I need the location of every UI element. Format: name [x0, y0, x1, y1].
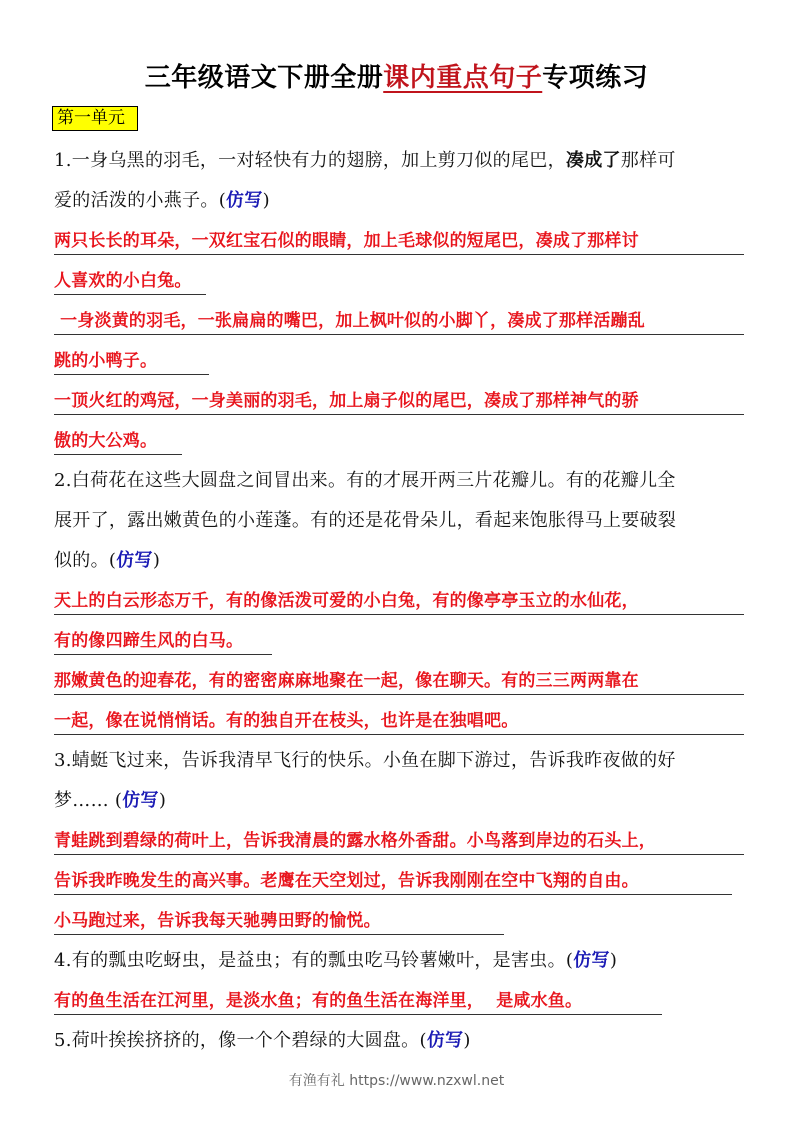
question-line: [54, 461, 744, 501]
question-text: 似的。: [54, 550, 109, 571]
underline: [54, 614, 744, 616]
underline: [54, 654, 272, 656]
footer-watermark: 有渔有礼 https://www.nzxwl.net: [288, 1073, 505, 1089]
tag-close: ): [609, 950, 618, 971]
question-text: 蜻蜓飞过来，告诉我清早飞行的快乐。小鱼在脚下游过，告诉我昨夜做的好: [71, 750, 676, 771]
answer-line: [54, 661, 744, 701]
answer-text: 傲的大公鸡。: [54, 431, 158, 451]
answer-text: 有的像四蹄生风的白马。: [54, 631, 244, 651]
answer-text: 那嫩黄色的迎春花，有的密密麻麻地聚在一起，像在聊天。有的三三两两靠在: [54, 671, 639, 691]
question-text: 那样可: [620, 150, 676, 171]
answer-text: 跳的小鸭子。: [54, 351, 158, 371]
question-line: [54, 541, 744, 581]
answer-text: 小马跑过来，告诉我每天驰骋田野的愉悦。: [54, 911, 381, 931]
answer-line: [54, 381, 744, 421]
question-5: [54, 1021, 744, 1061]
question-line: [54, 941, 744, 981]
question-number: 5.: [54, 1030, 72, 1051]
answer-text: 人喜欢的小白兔。: [54, 271, 192, 291]
underline: [54, 334, 744, 336]
answer-line: [54, 701, 744, 741]
unit-label: 第一单元: [52, 106, 138, 131]
question-text: 爱的活泼的小燕子。: [54, 190, 219, 211]
answer-line: [54, 261, 744, 301]
question-line: [54, 181, 744, 221]
underline: [54, 694, 744, 696]
question-line: [54, 1021, 744, 1061]
underline: [54, 414, 744, 416]
answer-line: [54, 301, 744, 341]
answer-text: 两只长长的耳朵，一双红宝石似的眼睛，加上毛球似的短尾巴，凑成了那样讨: [54, 231, 639, 251]
question-text: 一身乌黑的羽毛，一对轻快有力的翅膀，加上剪刀似的尾巴，: [71, 150, 566, 171]
tag-open: (: [218, 190, 227, 211]
tag-open: (: [565, 950, 574, 971]
question-1: [54, 141, 744, 461]
imitation-tag: 仿写: [226, 190, 263, 211]
answer-line: [54, 981, 744, 1021]
question-text: 白荷花在这些大圆盘之间冒出来。有的才展开两三片花瓣儿。有的花瓣儿全: [71, 470, 676, 491]
question-4: [54, 941, 744, 1021]
underline: [54, 254, 744, 256]
emphasis-text: 凑成了: [565, 150, 621, 171]
question-number: 2.: [54, 470, 72, 491]
answer-line: [54, 341, 744, 381]
tag-close: ): [463, 1030, 471, 1051]
question-text: 有的瓢虫吃蚜虫，是益虫；有的瓢虫吃马铃薯嫩叶，是害虫。: [71, 950, 566, 971]
answer-line: [54, 821, 744, 861]
question-line: [54, 781, 744, 821]
underline: [54, 934, 504, 936]
title-part-2: 专项练习: [542, 63, 649, 93]
underline: [54, 294, 206, 296]
exercise-content: [54, 141, 744, 1061]
answer-text: 青蛙跳到碧绿的荷叶上，告诉我清晨的露水格外香甜。小鸟落到岸边的石头上，: [54, 831, 656, 851]
title-highlight: 课内重点句子: [383, 63, 543, 93]
question-text: 荷叶挨挨挤挤的，像一个个碧绿的大圆盘。: [71, 1030, 420, 1051]
question-number: 1.: [54, 150, 72, 171]
tag-open: (: [419, 1030, 427, 1051]
answer-text: 有的鱼生活在江河里，是淡水鱼；有的鱼生活在海洋里， 是咸水鱼。: [54, 991, 583, 1011]
imitation-tag: 仿写: [122, 790, 159, 811]
question-line: [54, 141, 744, 181]
title-part-1: 三年级语文下册全册: [144, 63, 384, 93]
question-number: 4.: [54, 950, 72, 971]
underline: [54, 1014, 662, 1016]
answer-line: [54, 221, 744, 261]
question-text: 梦……: [54, 790, 115, 811]
answer-line: [54, 581, 744, 621]
question-line: [54, 741, 744, 781]
page-title: [0, 57, 793, 94]
tag-close: ): [152, 550, 161, 571]
tag-open: (: [108, 550, 117, 571]
answer-text: 天上的白云形态万千，有的像活泼可爱的小白兔，有的像亭亭玉立的水仙花，: [54, 591, 639, 611]
underline: [54, 454, 182, 456]
question-3: [54, 741, 744, 941]
underline: [54, 374, 209, 376]
underline: [54, 734, 744, 736]
imitation-tag: 仿写: [573, 950, 610, 971]
tag-close: ): [262, 190, 270, 211]
underline: [54, 854, 744, 856]
question-text: 展开了，露出嫩黄色的小莲蓬。有的还是花骨朵儿，看起来饱胀得马上要破裂: [54, 510, 677, 531]
tag-close: ): [158, 790, 167, 811]
answer-line: [54, 861, 744, 901]
answer-text: 一身淡黄的羽毛，一张扁扁的嘴巴，加上枫叶似的小脚丫，凑成了那样活蹦乱: [54, 311, 645, 331]
tag-open: (: [114, 790, 123, 811]
question-2: [54, 461, 744, 741]
question-line: [54, 501, 744, 541]
answer-text: 一顶火红的鸡冠，一身美丽的羽毛，加上扇子似的尾巴，凑成了那样神气的骄: [54, 391, 639, 411]
answer-text: 一起，像在说悄悄话。有的独自开在枝头，也许是在独唱吧。: [54, 711, 519, 731]
question-number: 3.: [54, 750, 72, 771]
answer-line: [54, 621, 744, 661]
answer-line: [54, 901, 744, 941]
underline: [54, 894, 732, 896]
imitation-tag: 仿写: [116, 550, 153, 571]
imitation-tag: 仿写: [426, 1030, 464, 1051]
answer-line: [54, 421, 744, 461]
answer-text: 告诉我昨晚发生的高兴事。老鹰在天空划过，告诉我刚刚在空中飞翔的自由。: [54, 871, 639, 891]
